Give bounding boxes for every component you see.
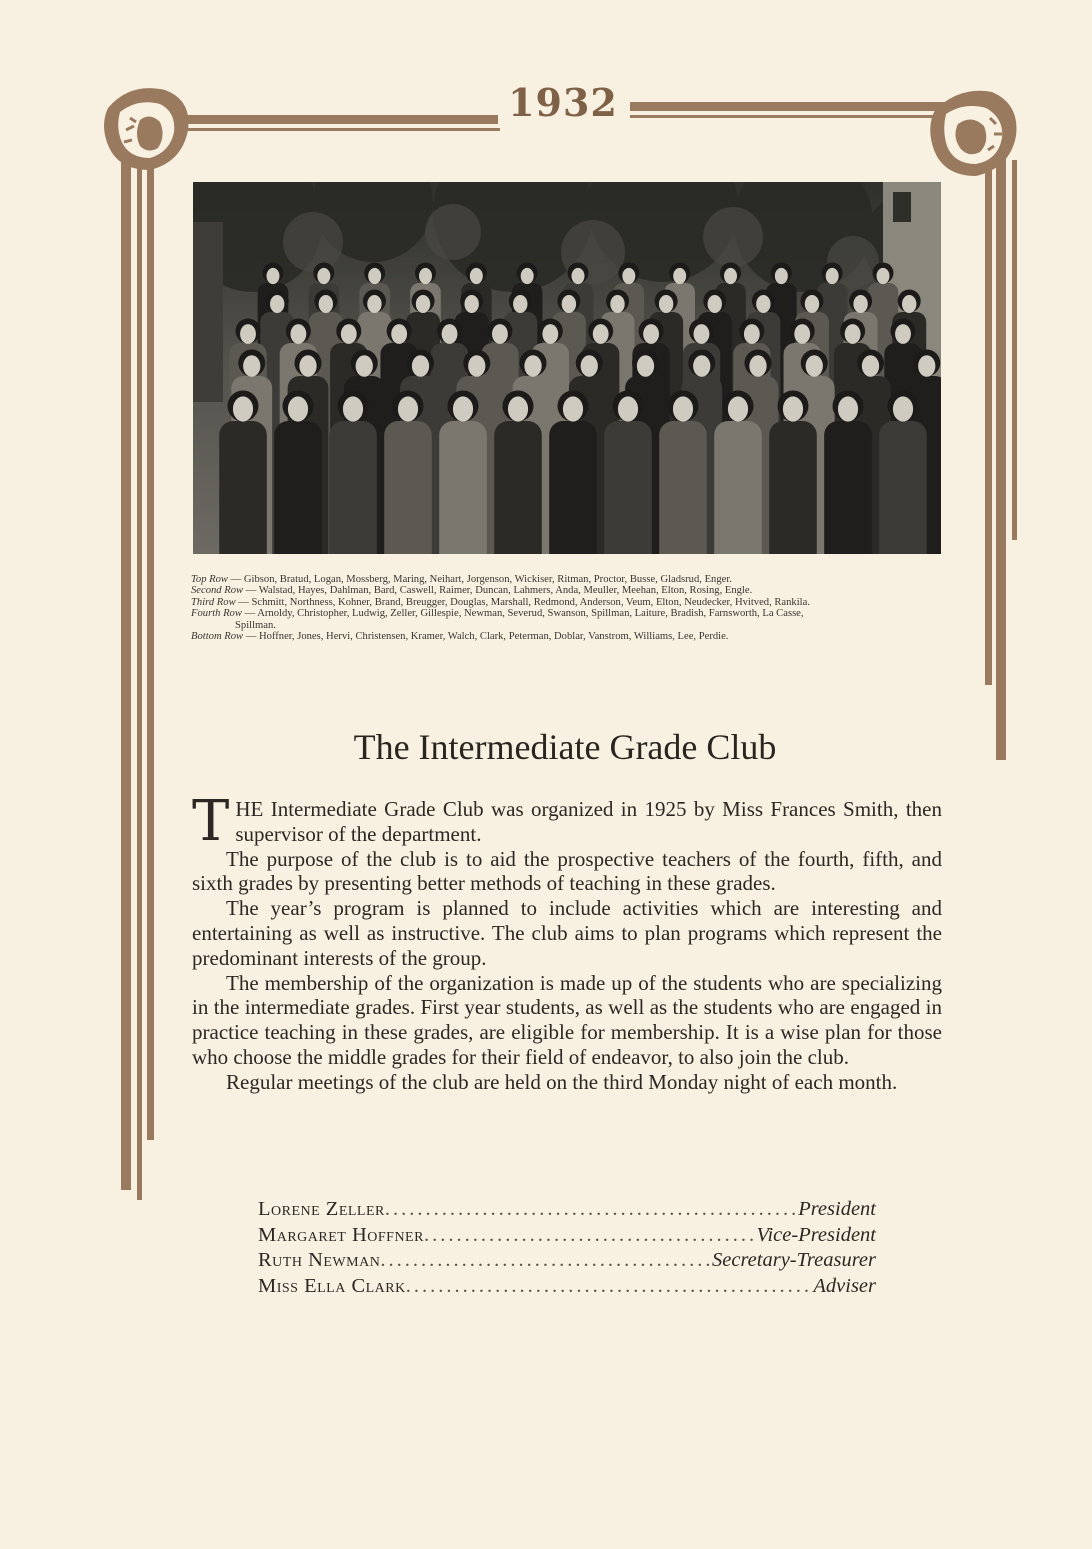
paragraph-program: The year’s program is planned to include activities which are interesting and entertaining as well as instructive. The club aims to plan programs which represent the predominant interests of the group.: [192, 896, 942, 970]
caption-row-top: Top Row — Gibson, Bratud, Logan, Mossberg, Maring, Neihart, Jorgenson, Wickiser, Ritman, Proctor, Busse, Gladsrud, Enger.: [191, 574, 732, 585]
person-face: [877, 268, 890, 284]
caption-row-fourth-continued: Spillman.: [235, 619, 276, 631]
person-figure: [824, 421, 872, 554]
person-face: [618, 396, 638, 421]
person-face: [893, 396, 913, 421]
person-face: [508, 396, 528, 421]
caption-row-second: Second Row — Walstad, Hayes, Dahlman, Bard, Caswell, Raimer, Duncan, Lahmers, Anda, Meuller, Meehan, Elton, Rosing, Engle.: [191, 585, 753, 597]
leader-dots: [385, 1197, 798, 1223]
person-face: [368, 268, 381, 284]
officer-name: Lorene Zeller: [258, 1198, 385, 1220]
person-face: [524, 355, 541, 377]
person-figure: [549, 421, 597, 554]
person-face: [724, 268, 737, 284]
person-face: [756, 295, 770, 313]
person-figure: [494, 421, 542, 554]
person-face: [805, 295, 819, 313]
person-figure: [219, 421, 267, 554]
leader-dots: [380, 1248, 712, 1274]
leader-dots: [424, 1223, 757, 1249]
person-face: [572, 268, 585, 284]
officer-role: Vice-President: [756, 1223, 876, 1246]
person-face: [288, 396, 308, 421]
person-face: [637, 355, 654, 377]
person-face: [243, 355, 260, 377]
person-face: [513, 295, 527, 313]
person-face: [694, 324, 710, 344]
person-figure: [274, 421, 322, 554]
officer-entry: [258, 1223, 876, 1249]
person-face: [521, 268, 534, 284]
drop-cap: T: [192, 789, 230, 854]
person-face: [610, 295, 624, 313]
person-face: [562, 295, 576, 313]
year-heading: 1932: [498, 80, 628, 125]
person-face: [845, 324, 861, 344]
paragraph-membership: The membership of the organization is made up of the students who are specializing in the intermediate grades. First year students, as well as the students who are engaged in practice teaching in these grades, are eligible for membership. It is a wise plan for those who choose the middle grades for their field of endeavor, to also join the club.: [192, 970, 942, 1069]
person-face: [233, 396, 253, 421]
person-face: [862, 355, 879, 377]
person-face: [267, 268, 280, 284]
person-figure: [769, 421, 817, 554]
article-title: The Intermediate Grade Club: [353, 727, 777, 767]
officer-entry: [258, 1197, 876, 1223]
person-face: [317, 268, 330, 284]
person-figure: [879, 421, 927, 554]
group-photograph: [193, 182, 941, 554]
person-face: [794, 324, 810, 344]
paragraph-purpose: The purpose of the club is to aid the prospective teachers of the fourth, fifth, and sixth grades by presenting better methods of teaching in these grades.: [192, 846, 942, 896]
officer-list: [258, 1197, 876, 1299]
person-figure: [659, 421, 707, 554]
person-face: [775, 268, 788, 284]
person-face: [419, 268, 432, 284]
person-face: [470, 268, 483, 284]
person-face: [356, 355, 373, 377]
person-face: [299, 355, 316, 377]
person-face: [563, 396, 583, 421]
officer-role: Secretary-Treasurer: [712, 1249, 876, 1271]
officer-entry: [258, 1248, 876, 1274]
person-face: [464, 295, 478, 313]
person-face: [416, 295, 430, 313]
person-face: [319, 295, 333, 313]
photo-caption: [191, 574, 943, 642]
person-face: [398, 396, 418, 421]
person-face: [708, 295, 722, 313]
caption-row-bottom: Bottom Row — Hoffner, Jones, Hervi, Christensen, Kramer, Walch, Clark, Peterman, Doblar, Vanstrom, Williams, Lee, Perdie.: [191, 631, 729, 643]
person-figure: [604, 421, 652, 554]
officer-name: Ruth Newman: [258, 1249, 381, 1271]
person-face: [853, 295, 867, 313]
person-face: [902, 295, 916, 313]
person-face: [806, 355, 823, 377]
person-figure: [714, 421, 762, 554]
person-face: [622, 268, 635, 284]
paragraph-intro: THE Intermediate Grade Club was organized in 1925 by Miss Frances Smith, then supervisor of the department.: [192, 789, 942, 854]
person-face: [673, 268, 686, 284]
person-face: [918, 355, 935, 377]
person-face: [367, 295, 381, 313]
person-face: [659, 295, 673, 313]
person-face: [270, 295, 284, 313]
article-body: [192, 789, 942, 1095]
person-face: [783, 396, 803, 421]
leader-dots: [406, 1274, 814, 1300]
person-face: [343, 396, 363, 421]
person-face: [442, 324, 458, 344]
person-face: [593, 324, 609, 344]
person-face: [341, 324, 357, 344]
person-face: [749, 355, 766, 377]
person-face: [673, 396, 693, 421]
caption-row-third: Third Row — Schmitt, Northness, Kohner, Brand, Breugger, Douglas, Marshall, Redmond, Anderson, Veum, Elton, Neudecker, Hvitved, Rankila.: [191, 596, 810, 608]
officer-name: Margaret Hoffner: [258, 1223, 424, 1246]
person-face: [492, 324, 508, 344]
officer-entry: [258, 1274, 876, 1300]
person-face: [693, 355, 710, 377]
officer-name: Miss Ella Clark: [258, 1274, 406, 1297]
paragraph-meetings: Regular meetings of the club are held on the third Monday night of each month.: [226, 1069, 898, 1094]
person-face: [744, 324, 760, 344]
person-face: [826, 268, 839, 284]
person-face: [290, 324, 306, 344]
person-face: [542, 324, 558, 344]
person-face: [453, 396, 473, 421]
person-face: [391, 324, 407, 344]
person-figure: [439, 421, 487, 554]
person-figure: [329, 421, 377, 554]
person-face: [643, 324, 659, 344]
person-face: [838, 396, 858, 421]
person-face: [412, 355, 429, 377]
person-face: [728, 396, 748, 421]
left-ornament-icon: [104, 88, 189, 170]
person-face: [895, 324, 911, 344]
officer-role: President: [798, 1198, 876, 1220]
person-figure: [384, 421, 432, 554]
person-face: [468, 355, 485, 377]
person-face: [240, 324, 256, 344]
person-face: [581, 355, 598, 377]
officer-role: Adviser: [813, 1274, 876, 1297]
caption-row-fourth: Fourth Row — Arnoldy, Christopher, Ludwig, Zeller, Gillespie, Newman, Severud, Swanson, Spillman, Laiture, Bradish, Farnsworth, La Casse,: [191, 608, 804, 620]
